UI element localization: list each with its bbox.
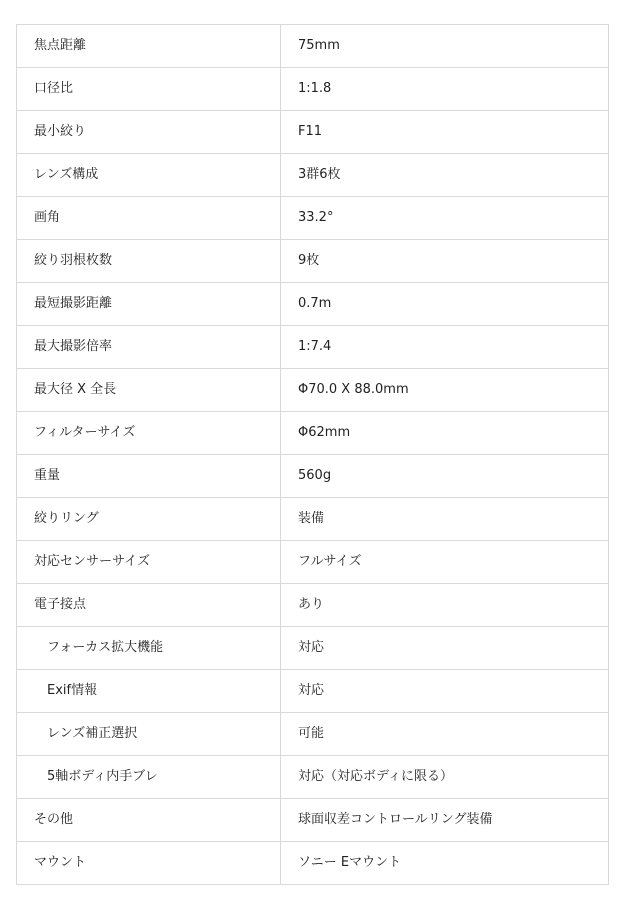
table-row (17, 197, 609, 240)
table-row (17, 25, 609, 68)
spec-value: 対応 (281, 627, 609, 670)
spec-value: ソニー Eマウント (281, 842, 609, 885)
spec-label: フィルターサイズ (17, 412, 281, 455)
spec-value: 75mm (281, 25, 609, 68)
spec-value: フルサイズ (281, 541, 609, 584)
table-row (17, 713, 609, 756)
table-row (17, 842, 609, 885)
spec-value: Φ62mm (281, 412, 609, 455)
spec-value: あり (281, 584, 609, 627)
spec-value: 9枚 (281, 240, 609, 283)
spec-sublabel: Exif情報 (17, 670, 281, 713)
spec-value: 3群6枚 (281, 154, 609, 197)
spec-label: 画角 (17, 197, 281, 240)
spec-value: 0.7m (281, 283, 609, 326)
spec-label: 最大径 X 全長 (17, 369, 281, 412)
table-row (17, 455, 609, 498)
table-row (17, 283, 609, 326)
table-row (17, 584, 609, 627)
spec-sublabel: フォーカス拡大機能 (17, 627, 281, 670)
spec-label: 口径比 (17, 68, 281, 111)
spec-label: マウント (17, 842, 281, 885)
spec-label: 絞りリング (17, 498, 281, 541)
spec-label: 対応センサーサイズ (17, 541, 281, 584)
spec-label: 最短撮影距離 (17, 283, 281, 326)
spec-value: 球面収差コントロールリング装備 (281, 799, 609, 842)
spec-sublabel: 5軸ボディ内手ブレ (17, 756, 281, 799)
spec-value: 対応（対応ボディに限る） (281, 756, 609, 799)
spec-value: F11 (281, 111, 609, 154)
spec-label: 焦点距離 (17, 25, 281, 68)
spec-value: 装備 (281, 498, 609, 541)
spec-value: 560g (281, 455, 609, 498)
table-row (17, 498, 609, 541)
spec-label: 電子接点 (17, 584, 281, 627)
table-row (17, 412, 609, 455)
spec-label: その他 (17, 799, 281, 842)
spec-label: 絞り羽根枚数 (17, 240, 281, 283)
spec-label: 最小絞り (17, 111, 281, 154)
spec-sublabel: レンズ補正選択 (17, 713, 281, 756)
table-row (17, 627, 609, 670)
table-row (17, 326, 609, 369)
table-row (17, 756, 609, 799)
table-row (17, 670, 609, 713)
spec-value: 可能 (281, 713, 609, 756)
spec-label: 重量 (17, 455, 281, 498)
spec-value: 対応 (281, 670, 609, 713)
table-row (17, 68, 609, 111)
spec-value: 1:1.8 (281, 68, 609, 111)
spec-label: レンズ構成 (17, 154, 281, 197)
spec-value: 1:7.4 (281, 326, 609, 369)
table-row (17, 541, 609, 584)
spec-value: 33.2° (281, 197, 609, 240)
table-row (17, 240, 609, 283)
spec-label: 最大撮影倍率 (17, 326, 281, 369)
table-row (17, 369, 609, 412)
spec-table (16, 24, 609, 885)
spec-value: Φ70.0 X 88.0mm (281, 369, 609, 412)
table-row (17, 799, 609, 842)
table-row (17, 154, 609, 197)
table-row (17, 111, 609, 154)
